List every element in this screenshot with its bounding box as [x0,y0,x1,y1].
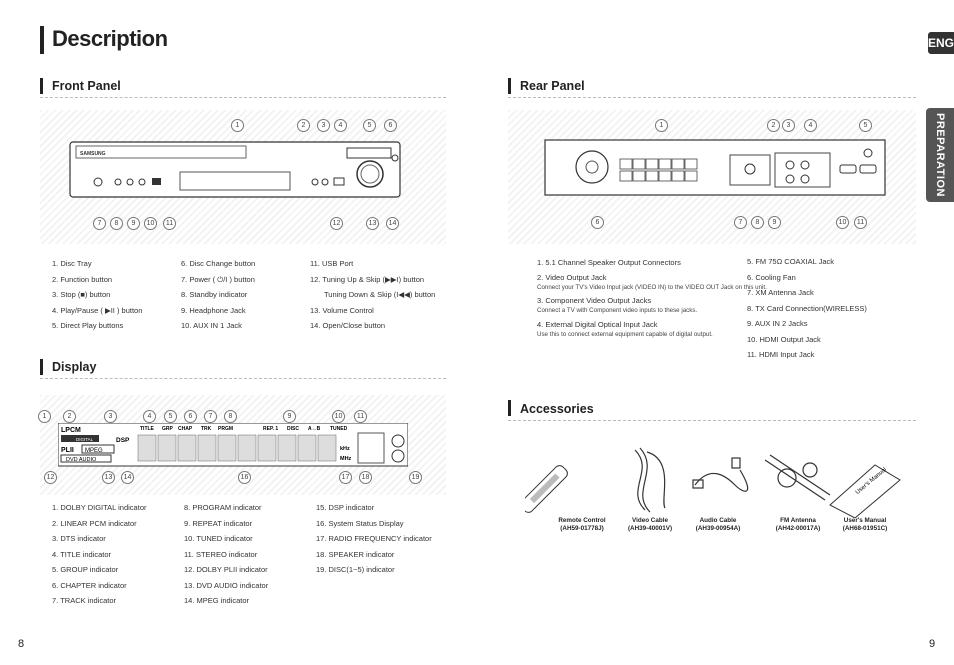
front-list-col2 [181,256,255,334]
callout-10: 10 [144,217,157,230]
callout-13: 13 [366,217,379,230]
list-item: 6. Disc Change button [181,259,256,268]
display-callout-2: 2 [63,410,76,423]
dvd-audio-label: DVD AUDIO [66,457,97,463]
list-item: 1. Disc Tray [52,259,92,268]
list-item: 16. System Status Display [316,518,404,528]
list-item: 6. Cooling Fan [747,272,796,282]
lpcm-label: LPCM [61,427,81,434]
front-panel-heading: Front Panel [52,79,121,93]
rear-list-col1 [537,256,767,339]
callout-11: 11 [163,217,176,230]
list-item: 10. AUX IN 1 Jack [181,321,242,330]
seg-grp: GRP [162,426,173,432]
accessory-audio-cable [683,517,753,533]
display-callout-17: 17 [339,471,352,484]
display-callout-1: 1 [38,410,51,423]
display-diagram [58,423,408,467]
display-callout-5: 5 [164,410,177,423]
callout-8: 8 [110,217,123,230]
callout-2: 2 [297,119,310,132]
list-item: 12. DOLBY PLII indicator [184,565,268,574]
list-item: 2. Function button [52,274,113,284]
seg-prgm: PRGM [218,426,233,432]
seg-chap: CHAP [178,426,193,432]
list-item: 14. MPEG indicator [184,596,250,605]
display-callout-13: 13 [102,471,115,484]
list-item: 5. FM 75Ω COAXIAL Jack [747,257,835,266]
front-panel-bar [40,78,43,94]
display-list-col1 [52,500,146,609]
display-rule [40,378,446,379]
khz-label: kHz [340,446,350,452]
list-item-note: Connect your TV's Video Input jack (VIDEO IN) to the VIDEO OUT Jack on this unit. [537,284,767,291]
dsp-label: DSP [116,437,130,444]
section-tab-label: PREPARATION [934,113,946,197]
callout-5: 5 [363,119,376,132]
rear-callout-8: 8 [751,216,764,229]
list-item: Tuning Down & Skip (I◀◀) button [324,290,436,299]
video-cable-image [635,448,665,512]
accessory-fm-antenna [763,517,833,533]
display-list-col3 [316,500,432,578]
list-item-note: Connect a TV with Component video inputs to these jacks. [537,307,698,314]
audio-cable-image [693,458,748,491]
accessory-remote [547,517,617,533]
list-item: 13. DVD AUDIO indicator [184,580,269,590]
display-callout-11: 11 [354,410,367,423]
accessory-name: User's Manual [843,517,887,524]
list-item: 8. TX Card Connection(WIRELESS) [747,303,867,313]
list-item: 4. External Digital Optical Input Jack [537,320,658,329]
list-item-note: Use this to connect external equipment capable of digital output. [537,331,713,338]
list-item: 4. TITLE indicator [52,549,112,559]
seg-tuned: TUNED [330,426,348,432]
display-callout-19: 19 [409,471,422,484]
front-list-col3 [310,256,435,334]
rear-panel-bar [508,78,511,94]
accessory-code: (AH68-01951C) [842,525,888,532]
callout-6: 6 [384,119,397,132]
list-item: 17. RADIO FREQUENCY indicator [316,534,432,543]
pl-label: PLII [61,447,74,454]
list-item: 3. Component Video Output Jacks [537,296,652,305]
seg-trk: TRK [201,426,212,432]
display-callout-3: 3 [104,410,117,423]
list-item: 9. AUX IN 2 Jacks [747,319,808,328]
list-item: 8. PROGRAM indicator [184,503,262,512]
list-item: 2. Video Output Jack [537,273,607,282]
list-item: 7. TRACK indicator [52,596,117,605]
list-item: 3. DTS indicator [52,534,106,543]
list-item: 4. Play/Pause ( ▶II ) button [52,305,143,315]
callout-7: 7 [93,217,106,230]
list-item: 3. Stop (■) button [52,290,111,299]
callout-3: 3 [317,119,330,132]
list-item: 1. 5.1 Channel Speaker Output Connectors [537,258,681,267]
rear-callout-6: 6 [591,216,604,229]
list-item: 7. Power ( ⏻/I ) button [181,274,255,284]
rear-callout-10: 10 [836,216,849,229]
list-item: 7. XM Antenna Jack [747,288,814,297]
section-tab [926,108,954,202]
list-item: 13. Volume Control [310,305,374,315]
seg-title: TITLE [140,426,154,432]
seg-ab: A↔B [308,426,321,432]
rear-callout-2: 2 [767,119,780,132]
mhz-label: MHz [340,456,352,462]
accessory-user-manual [829,517,901,533]
accessory-video-cable [615,517,685,533]
rear-callout-3: 3 [782,119,795,132]
list-item: 11. USB Port [310,259,354,268]
accessory-name: FM Antenna [780,517,816,524]
fm-antenna-image [765,455,830,500]
callout-14: 14 [386,217,399,230]
list-item: 10. TUNED indicator [184,534,253,543]
rear-panel-diagram [540,135,890,205]
list-item: 15. DSP indicator [316,503,375,512]
title-bar [40,26,44,54]
list-item: 1. DOLBY DIGITAL indicator [52,503,147,512]
front-panel-rule [40,97,446,98]
list-item: 10. HDMI Output Jack [747,334,821,344]
display-callout-14: 14 [121,471,134,484]
rear-callout-1: 1 [655,119,668,132]
accessories-illustration [525,440,925,518]
list-item: 9. Headphone Jack [181,305,246,315]
rear-callout-9: 9 [768,216,781,229]
accessory-code: (AH42-00017A) [775,525,821,532]
rear-callout-11: 11 [854,216,867,229]
rear-callout-7: 7 [734,216,747,229]
rear-panel-heading: Rear Panel [520,79,585,93]
list-item: 5. Direct Play buttons [52,321,124,330]
remote-control-image [525,464,569,515]
list-item: 14. Open/Close button [310,321,386,330]
accessory-code: (AH39-40001V) [627,525,673,532]
list-item: 2. LINEAR PCM indicator [52,518,137,528]
list-item: 11. STEREO indicator [184,549,258,559]
display-callout-18: 18 [359,471,372,484]
page-number-right: 9 [929,638,936,650]
callout-4: 4 [334,119,347,132]
seg-disc: DISC [287,426,299,432]
display-list-col2 [184,500,268,609]
display-callout-16: 16 [238,471,251,484]
list-item: 12. Tuning Up & Skip (▶▶I) button [310,274,425,284]
accessories-heading: Accessories [520,402,594,416]
language-tab: ENG [928,32,954,54]
rear-callout-5: 5 [859,119,872,132]
manual-cover-text: User's Manual [854,466,888,496]
list-item: 9. REPEAT indicator [184,518,253,528]
display-callout-12: 12 [44,471,57,484]
front-list-col1 [52,256,142,334]
display-heading: Display [52,360,97,374]
accessory-code: (AH39-00954A) [695,525,741,532]
display-bar [40,359,43,375]
accessory-name: Video Cable [632,517,668,524]
list-item: 5. GROUP indicator [52,565,119,574]
accessory-name: Remote Control [558,517,606,524]
page-number-left: 8 [18,638,25,650]
rear-callout-4: 4 [804,119,817,132]
rear-panel-rule [508,97,916,98]
accessories-bar [508,400,511,416]
digital-label: DIGITAL [76,437,94,442]
front-brand-text: SAMSUNG [80,151,106,157]
user-manual-image [830,465,900,518]
accessories-rule [508,420,916,421]
list-item: 11. HDMI Input Jack [747,350,815,359]
list-item: 18. SPEAKER indicator [316,549,395,559]
callout-9: 9 [127,217,140,230]
accessory-name: Audio Cable [699,517,737,524]
display-callout-9: 9 [283,410,296,423]
display-callout-7: 7 [204,410,217,423]
display-callout-4: 4 [143,410,156,423]
display-callout-6: 6 [184,410,197,423]
accessory-code: (AH59-01778J) [560,525,604,532]
callout-12: 12 [330,217,343,230]
rear-list-col2 [747,254,867,363]
display-callout-8: 8 [224,410,237,423]
callout-1: 1 [231,119,244,132]
list-item: 6. CHAPTER indicator [52,580,127,590]
mpeg-label: MPEG [85,448,103,454]
seg-rep: REP. 1 [263,426,279,432]
list-item: 19. DISC(1~5) indicator [316,565,395,574]
list-item: 8. Standby indicator [181,290,248,299]
display-callout-10: 10 [332,410,345,423]
page-title: Description [52,26,168,51]
